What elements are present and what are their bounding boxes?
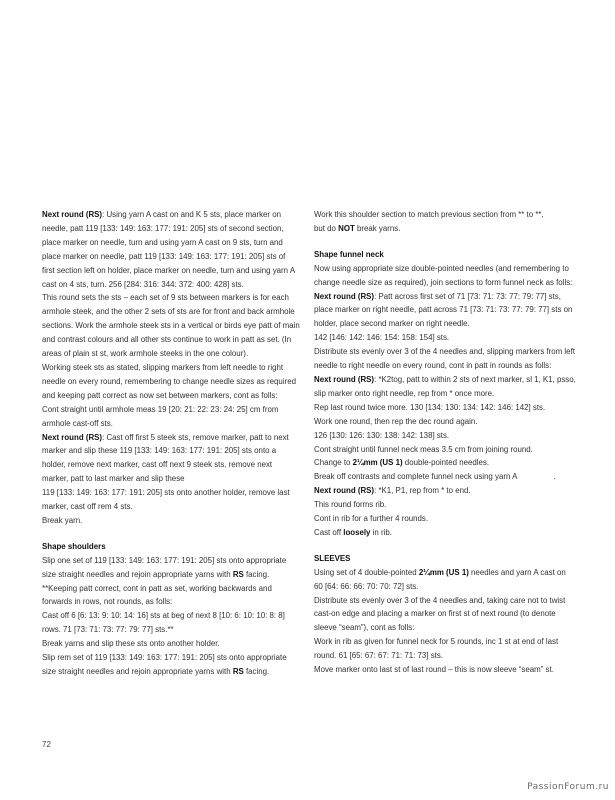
paragraph-text: Break off contrasts and complete funnel neck using yarn A [314, 472, 518, 482]
spacer [314, 540, 576, 552]
paragraph-text: facing. [243, 667, 270, 676]
paragraph: Now using appropriate size double-pointed needles (and remembering to change needle size as required), join sections to form funnel neck as folls: [314, 263, 573, 287]
paragraph: Distribute sts evenly over 3 of the 4 needles and, slipping markers from left needle to right needle on every round, cont in patt in rounds as folls: [314, 347, 575, 371]
paragraph [42, 651, 300, 679]
paragraph-text: : *K1, P1, rep from * to end. [374, 486, 471, 496]
spacer [314, 236, 576, 248]
spacer [42, 528, 300, 540]
paragraph-text: Cast off [314, 527, 344, 537]
left-column [42, 208, 300, 679]
paragraph [42, 208, 300, 291]
paragraph: Break yarn. [42, 515, 83, 525]
page-number: 72 [42, 740, 51, 749]
paragraph: 142 [146: 142: 146: 154: 158: 154] sts. [314, 333, 450, 343]
paragraph [314, 566, 576, 594]
paragraph: Cont straight until funnel neck meas 3.5 cm from joining round. [314, 444, 533, 454]
paragraph-text: : Cast off first 5 steek sts, remove marker, patt to next marker and slip these 119 [133: 149: 163: 177: 191: 205] sts onto a holder, remove next marker, cast off next 9 steek sts, remove next marker, patt to last marker and slip these [42, 432, 289, 484]
paragraph: 119 [133: 149: 163: 177: 191: 205] sts onto another holder, remove last marker, cast off rem 4 sts. [42, 488, 290, 512]
paragraph: Cont in rib for a further 4 rounds. [314, 514, 429, 524]
paragraph: Work in rib as given for funnel neck for 5 rounds, inc 1 st at end of last round. 61 [65: 67: 67: 71: 71: 73] sts. [314, 637, 559, 661]
paragraph-text: break yarns. [354, 223, 401, 233]
paragraph: Distribute sts evenly over 3 of the 4 needles and, taking care not to twist cast-on edge and placing a marker on first st of next round (to denote sleeve “seam”), cont as folls: [314, 595, 566, 633]
paragraph [42, 554, 300, 582]
paragraph: Rep last round twice more. 130 [134: 130: 134: 142: 146: 142] sts. [314, 402, 546, 412]
watermark: PassionForum.ru [527, 782, 609, 792]
bold-label: Next round (RS) [314, 374, 375, 384]
paragraph [314, 373, 576, 401]
paragraph [314, 290, 576, 332]
paragraph [314, 470, 576, 484]
paragraph [314, 484, 576, 498]
paragraph: Break yarns and slip these sts onto another holder. [42, 639, 220, 649]
paragraph-text: double-pointed needles. [402, 458, 490, 468]
paragraph-text: facing. [243, 569, 270, 579]
paragraph [314, 456, 576, 470]
paragraph-text: in rib. [370, 527, 392, 537]
bold-text: NOT [338, 223, 355, 233]
paragraph: Working steek sts as stated, slipping markers from left needle to right needle on every round, remembering to change needle sizes as required and keeping patt correct as now set between markers, cont as folls: [42, 362, 296, 400]
paragraph: Work one round, then rep the dec round again. [314, 416, 478, 426]
paragraph-text: : Using yarn A cast on and K 5 sts, place marker on needle, patt 119 [133: 149: 163: 177: 191: 205] sts of second section, place marker on needle, turn and using yarn A cast on 9 sts, turn and place marker on needle, patt 119 [133: 149: 163: 177: 191: 205] sts of first section left on holder, place marker on needle, turn and using yarn A cast on 4 sts, turn. 256 [284: 316: 344: 372: 400: 428] sts. [42, 210, 295, 289]
bold-label: Next round (RS) [314, 291, 375, 301]
section-heading-sleeves: SLEEVES [314, 553, 351, 563]
paragraph-text: but do [314, 223, 339, 233]
bold-text: RS [232, 667, 244, 676]
paragraph [42, 431, 300, 487]
paragraph-text: . [553, 472, 556, 482]
bold-text: 2¼mm (US 1) [352, 458, 403, 468]
right-column [314, 208, 576, 677]
paragraph-text: Using set of 4 double-pointed [314, 567, 419, 577]
paragraph: Cont straight until armhole meas 19 [20: 21: 22: 23: 24: 25] cm from armhole cast-off sts. [42, 404, 279, 428]
paragraph: **Keeping patt correct, cont in patt as set, working backwards and forwards in rows, not rounds, as folls: [42, 583, 272, 607]
paragraph-text: needles and yarn A cast on 60 [64: 66: 66: 70: 70: 72] sts. [314, 567, 566, 591]
bold-label: Next round (RS) [42, 432, 103, 442]
paragraph-text: : Patt across first set of 71 [73: 71: 73: 77: 79: 77] sts, place marker on right needle, patt across 71 [73: 71: 73: 77: 79: 77] sts on holder, place second marker on right needle. [314, 291, 573, 329]
paragraph [314, 526, 576, 540]
bold-text: RS [232, 569, 244, 579]
paragraph: This round forms rib. [314, 500, 387, 510]
bold-label: Next round (RS) [42, 210, 103, 219]
section-heading-funnel-neck: Shape funnel neck [314, 249, 384, 259]
paragraph: 126 [130: 126: 130: 138: 142: 138] sts. [314, 430, 450, 440]
paragraph-text: : *K2tog, patt to within 2 sts of next marker, sl 1, K1, psso, slip marker onto right needle, rep from * once more. [314, 374, 576, 398]
paragraph: Move marker onto last st of last round – this is now sleeve “seam” st. [314, 665, 554, 675]
paragraph: Work this shoulder section to match previous section from ** to **, [314, 210, 544, 219]
bold-label: Next round (RS) [314, 486, 375, 496]
paragraph-text: Slip one set of 119 [133: 149: 163: 177: 191: 205] sts onto appropriate size straight needles and rejoin appropriate yarns with [42, 555, 287, 579]
section-heading-shoulders: Shape shoulders [42, 541, 106, 551]
bold-text: 2¼mm (US 1) [418, 567, 469, 577]
paragraph: Cast off 6 [6: 13: 9: 10: 14: 16] sts at beg of next 8 [10: 6: 10: 10: 8: 8] rows. 71 [73: 71: 73: 77: 79: 77] sts.** [42, 611, 285, 635]
paragraph [314, 222, 576, 236]
paragraph: This round sets the sts – each set of 9 sts between markers is for each armhole steek, and the other 2 sets of sts are for front and back armhole sections. Work the armhole steek sts in a vertical or birds eye patt of main and contrast colours and all other sts continue to work in patt as set. (In areas of plain st st, work armhole steeks in the one colour). [42, 293, 300, 359]
bold-text: loosely [343, 527, 371, 537]
paragraph-text: Slip rem set of 119 [133: 149: 163: 177: 191: 205] sts onto appropriate size straight needles and rejoin appropriate yarns with [42, 653, 287, 676]
paragraph-text: Change to [314, 458, 353, 468]
